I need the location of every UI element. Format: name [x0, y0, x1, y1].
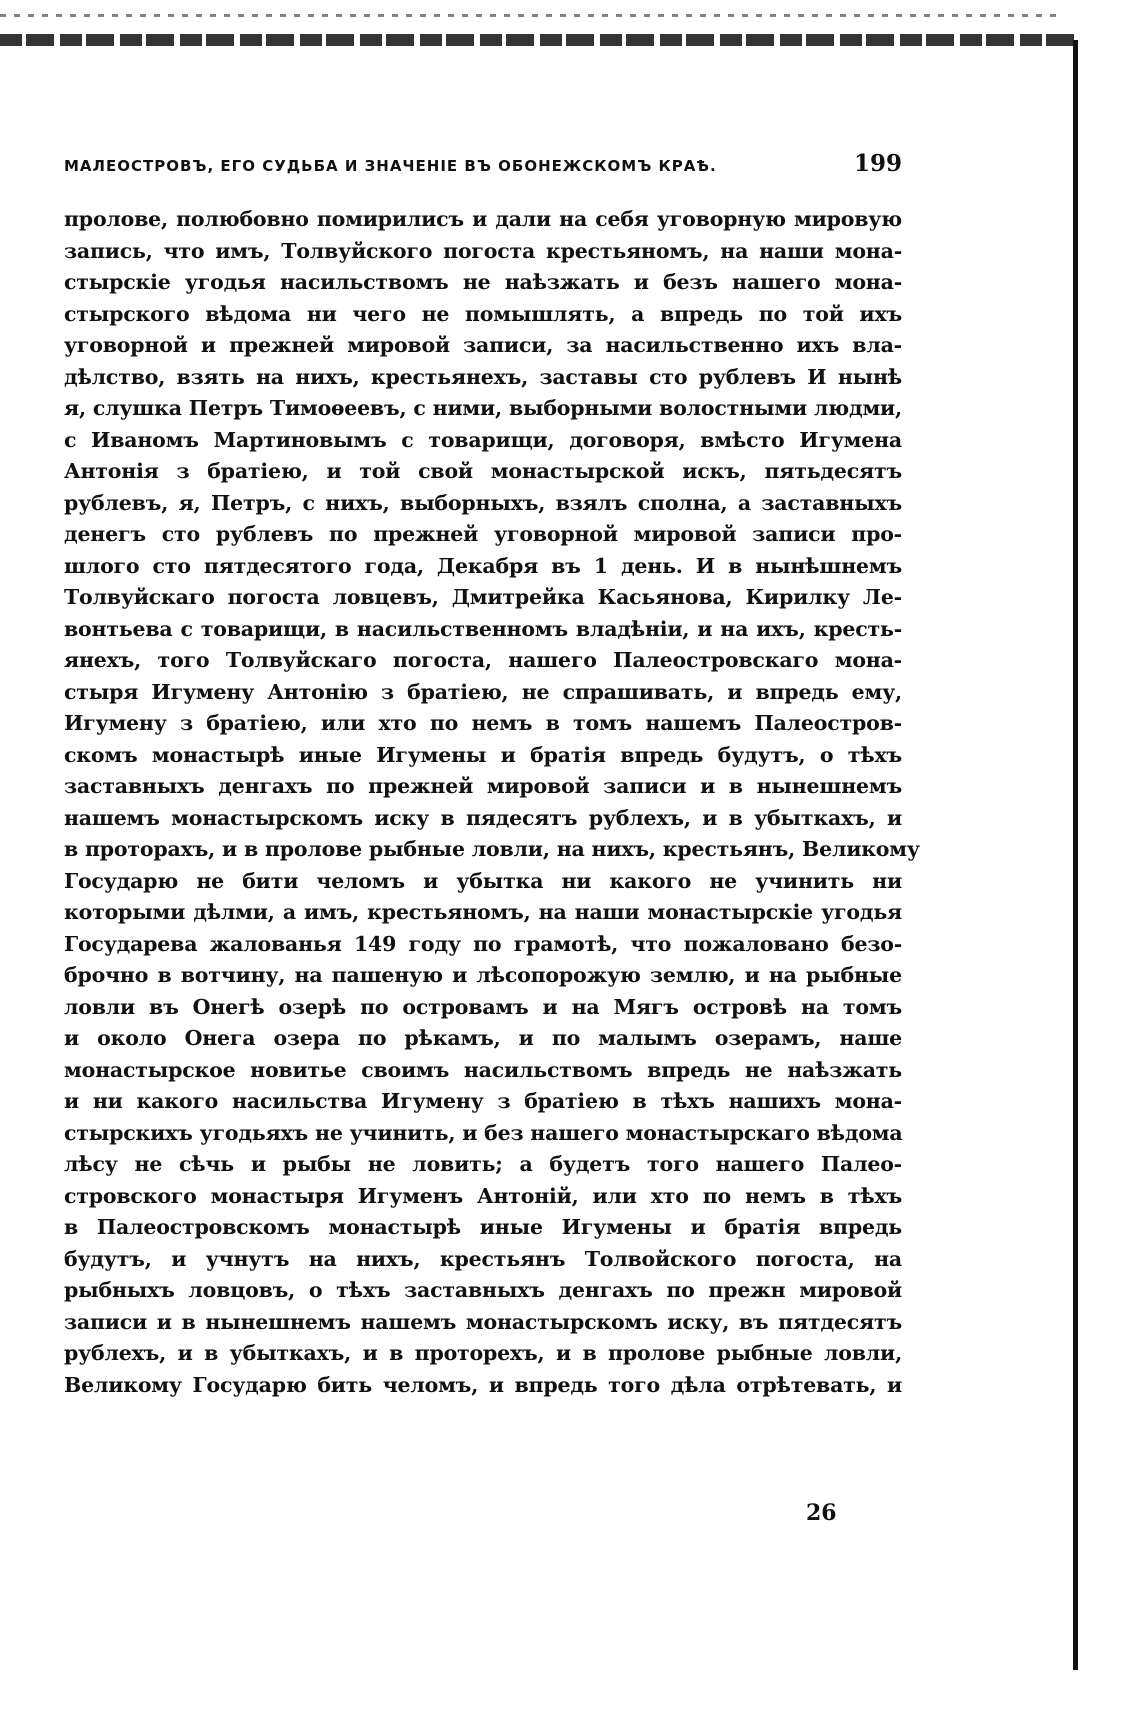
text-line: дѣлство, взять на нихъ, крестьянехъ, заставы сто рублевъ И нынѣ — [64, 364, 902, 389]
text-line: брочно в вотчину, на пашеную и лѣсопорожую землю, и на рыбные — [64, 963, 902, 987]
text-line: и ни какого насильства Игумену з братіею в тѣхъ нашихъ мона- — [64, 1089, 902, 1113]
text-line: шлого сто пятдесятого года, Декабря въ 1 день. И в нынѣшнемъ — [64, 553, 902, 578]
scan-edge-right — [1073, 40, 1078, 1670]
text-line: нашемъ монастырскомъ иску в пядесятъ рублехъ, и в убыткахъ, и — [64, 805, 902, 830]
text-line: Государева жалованья 149 году по грамотѣ, что пожаловано безо- — [64, 931, 902, 956]
running-head — [64, 150, 902, 184]
body-text — [64, 204, 920, 1401]
text-line: рыбныхъ ловцовъ, о тѣхъ заставныхъ денгахъ по прежн мировой — [64, 1278, 902, 1302]
text-line: уговорной и прежней мировой записи, за насильственно ихъ вла- — [64, 333, 902, 357]
text-line: записи и в нынешнемъ нашемъ монастырскомъ иску, въ пятдесятъ — [64, 1309, 902, 1334]
text-line: будутъ, и учнутъ на нихъ, крестьянъ Толвойского погоста, на — [64, 1246, 902, 1271]
page-number: 199 — [853, 150, 902, 177]
text-line: с Иваномъ Мартиновымъ с товарищи, договоря, вмѣсто Игумена — [64, 427, 902, 452]
text-line: пролове, полюбовно помирилисъ и дали на себя уговорную мировую — [64, 207, 902, 231]
text-line: вонтьева с товарищи, в насильственномъ владѣніи, и на ихъ, кресть- — [64, 616, 902, 641]
text-line: стырскихъ угодьяхъ не учинить, и без нашего монастырскаго вѣдома — [64, 1120, 903, 1145]
text-line: рублехъ, и в убыткахъ, и в проторехъ, и в пролове рыбные ловли, — [64, 1341, 902, 1365]
text-line: ловли въ Онегѣ озерѣ по островамъ и на Мягъ островѣ на томъ — [64, 994, 902, 1019]
text-line: в Палеостровскомъ монастырѣ иные Игумены и братія впредь — [64, 1215, 902, 1239]
text-line: Игумену з братіею, или хто по немъ в томъ нашемъ Палеостров- — [64, 711, 902, 735]
text-line: стыря Игумену Антонію з братіею, не спрашивать, и впредь ему, — [64, 679, 902, 704]
text-line: Толвуйскаго погоста ловцевъ, Дмитрейка Касьянова, Кирилку Ле- — [64, 585, 902, 609]
text-line: стырскіе угодья насильствомъ не наѣзжать и безъ нашего мона- — [64, 270, 902, 294]
text-line: в проторахъ, и в пролове рыбные ловли, на нихъ, крестьянъ, Великому — [64, 837, 920, 861]
running-title: МАЛЕОСТРОВЪ, ЕГО СУДЬБА И ЗНАЧЕНІЕ ВЪ ОБОНЕЖСКОМЪ КРАѢ. — [64, 157, 717, 175]
text-line: скомъ монастырѣ иные Игумены и братія впредь будутъ, о тѣхъ — [64, 742, 902, 767]
text-line: Великому Государю бить челомъ, и впредь того дѣла отрѣтевать, и — [64, 1372, 902, 1397]
text-line: заставныхъ денгахъ по прежней мировой записи и в нынешнемъ — [64, 774, 902, 798]
text-line: я, слушка Петръ Тимоѳеевъ, с ними, выборными волостными людми, — [64, 396, 902, 420]
document-page — [64, 150, 920, 1401]
text-line: стырского вѣдома ни чего не помышлять, а впредь по той ихъ — [64, 301, 902, 326]
text-line: монастырское новитье своимъ насильствомъ впредь не наѣзжать — [64, 1057, 902, 1082]
text-line: рублевъ, я, Петръ, с нихъ, выборныхъ, взялъ сполна, а заставныхъ — [64, 490, 902, 515]
text-line: янехъ, того Толвуйскаго погоста, нашего Палеостровскаго мона- — [64, 648, 902, 672]
text-line: Государю не бити челомъ и убытка ни какого не учинить ни — [64, 868, 902, 893]
text-line: и около Онега озера по рѣкамъ, и по малымъ озерамъ, наше — [64, 1026, 902, 1050]
text-line: денегъ сто рублевъ по прежней уговорной мировой записи про- — [64, 522, 902, 546]
text-line: лѣсу не сѣчь и рыбы не ловить; а будетъ того нашего Палео- — [64, 1152, 902, 1176]
signature-mark: 26 — [806, 1500, 837, 1526]
text-line: которыми дѣлми, а имъ, крестьяномъ, на наши монастырскіе угодья — [64, 900, 902, 924]
scan-edge-top-thin — [0, 14, 1060, 17]
text-line: стровского монастыря Игуменъ Антоній, или хто по немъ в тѣхъ — [64, 1183, 902, 1208]
text-line: запись, что имъ, Толвуйского погоста крестьяномъ, на наши мона- — [64, 238, 902, 263]
text-line: Антонія з братіею, и той свой монастырской искъ, пятьдесятъ — [64, 459, 902, 483]
scan-edge-top — [0, 34, 1080, 46]
